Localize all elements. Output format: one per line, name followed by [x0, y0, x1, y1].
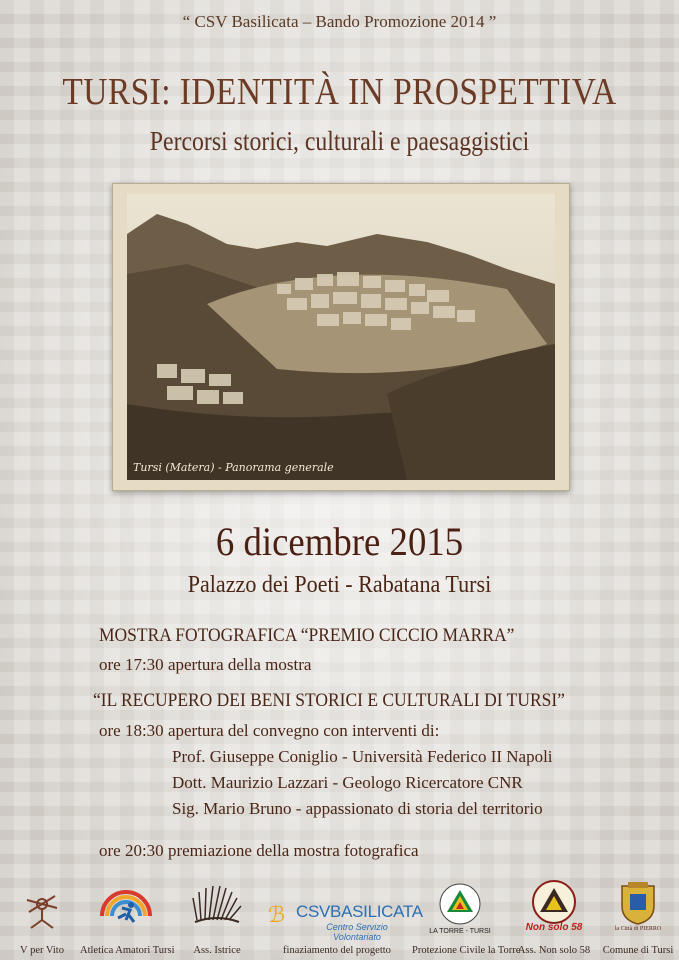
exhibition-line	[99, 655, 311, 675]
award-time: ore 20:30	[99, 841, 164, 860]
award-line	[99, 841, 419, 861]
csv-mark-icon: ℬ	[268, 902, 286, 927]
conference-title: “IL RECUPERO DEI BENI STORICI E CULTURALI DI TURSI”	[93, 690, 565, 711]
exhibition-text: apertura della mostra	[167, 655, 312, 674]
conference-line	[99, 721, 439, 741]
project-tagline: “ CSV Basilicata – Bando Promozione 2014 ”	[182, 12, 497, 31]
speaker-item: Prof. Giuseppe Coniglio - Università Federico II Napoli	[172, 747, 553, 766]
event-venue: Palazzo dei Poeti - Rabatana Tursi	[187, 572, 492, 598]
vintage-photo-frame	[112, 183, 570, 491]
speaker-item: Sig. Mario Bruno - appassionato di storia del territorio	[172, 799, 543, 818]
logo-ass-istrice	[184, 878, 250, 960]
crest-logo-text: la Città di PIERRO	[614, 926, 662, 932]
logo-label: V per Vito	[20, 945, 64, 956]
logo-comune-di-tursi	[602, 878, 674, 960]
logo-v-per-vito	[8, 878, 76, 960]
speaker-item: Dott. Maurizio Lazzari - Geologo Ricercatore CNR	[172, 773, 523, 792]
porcupine-icon	[189, 880, 245, 932]
csv-logo-text: CSVBASILICATA	[296, 902, 423, 921]
csv-logo-subtitle: Centro Servizio Volontariato	[326, 922, 388, 942]
event-date: 6 dicembre 2015	[215, 519, 464, 564]
logo-label: Comune di Tursi	[602, 945, 674, 956]
runner-rainbow-icon	[96, 880, 156, 932]
poster-subtitle: Percorsi storici, culturali e paesaggistici	[149, 126, 530, 156]
conference-time: ore 18:30	[99, 721, 164, 740]
logo-csv-basilicata	[262, 878, 423, 960]
logo-non-solo-58	[508, 878, 600, 960]
tursi-panorama-photo	[127, 194, 555, 480]
logo-label: Ass. Istrice	[193, 945, 241, 956]
logo-protezione-civile	[412, 878, 521, 960]
conference-text: apertura del convegno con interventi di:	[167, 721, 440, 740]
exhibition-title: MOSTRA FOTOGRAFICA “PREMIO CICCIO MARRA”	[99, 625, 515, 646]
vitruvian-figure-icon	[17, 882, 67, 932]
logo-label: Protezione Civile la Torre	[412, 945, 521, 956]
logo-label: finaziamento del progetto	[283, 945, 391, 956]
non-solo-58-logo-text: Non solo 58	[525, 922, 583, 933]
non-solo-58-icon	[528, 880, 580, 926]
photo-caption: Tursi (Matera) - Panorama generale	[133, 461, 334, 474]
logo-label: Atletica Amatori Tursi	[80, 945, 175, 956]
civil-protection-icon	[438, 882, 482, 926]
sponsor-logos-bar	[0, 878, 679, 960]
logo-atletica-amatori-tursi	[80, 878, 175, 960]
award-text: premiazione della mostra fotografica	[167, 841, 419, 860]
civil-protection-logo-text: LA TORRE - TURSI	[429, 928, 491, 935]
exhibition-time: ore 17:30	[99, 655, 164, 674]
town-crest-icon	[618, 880, 658, 926]
hill-town-illustration	[127, 194, 555, 480]
logo-label: Ass. Non solo 58	[517, 945, 591, 956]
poster-title: TURSI: IDENTITÀ IN PROSPETTIVA	[62, 71, 617, 113]
